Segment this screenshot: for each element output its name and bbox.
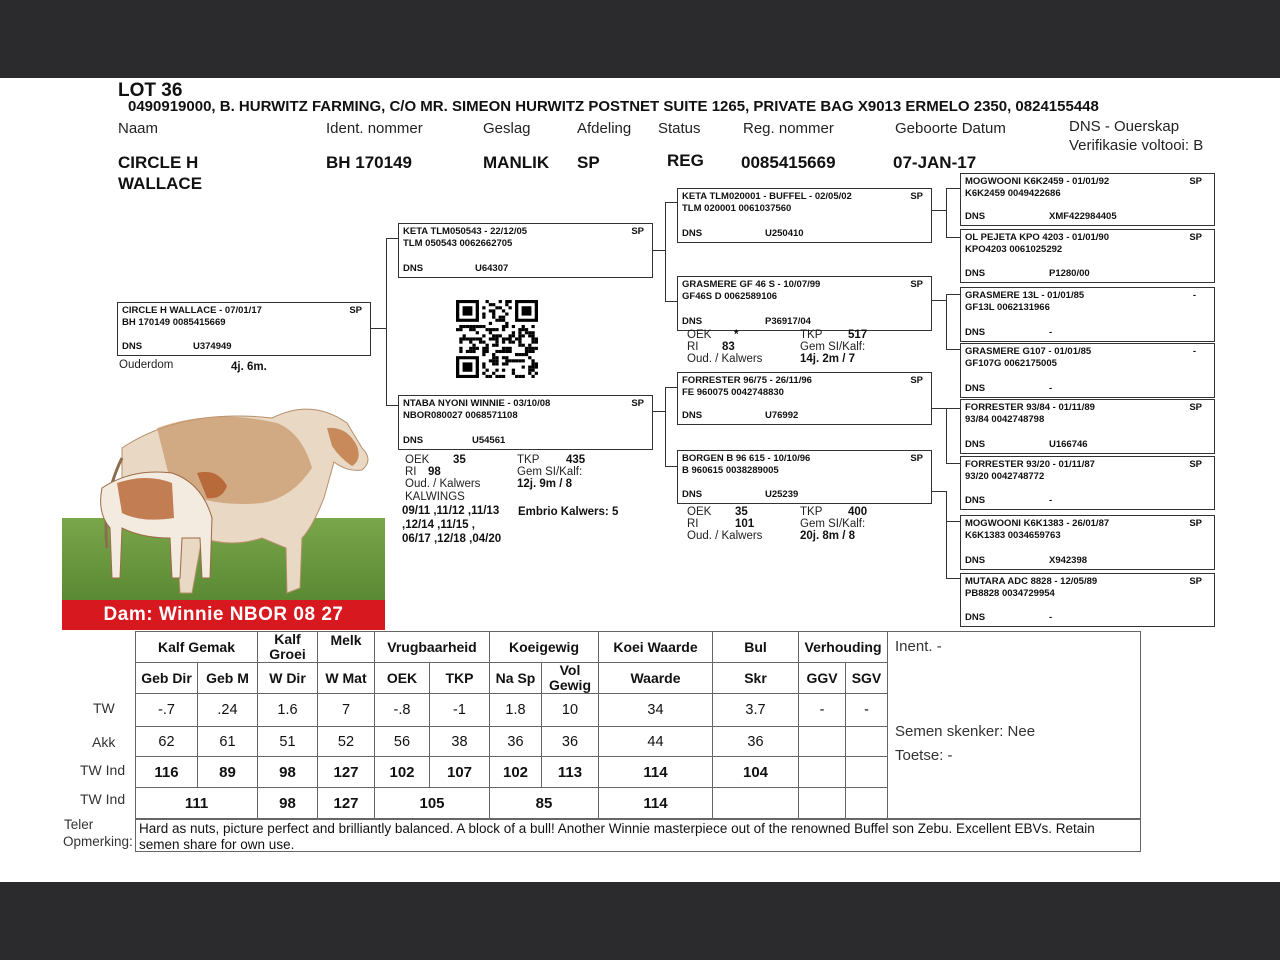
- twind-cell: 116: [136, 757, 198, 788]
- group-melk: Melk: [318, 632, 375, 663]
- pedigree-gen3-6: FORRESTER 93/20 - 01/11/87 SP 93/20 0042748772 DNS -: [960, 456, 1215, 510]
- twind-cell: 107: [430, 757, 490, 788]
- sub-waarde: Waarde: [599, 663, 713, 694]
- dam-tkp-label: TKP: [517, 454, 540, 466]
- sub-geb-m: Geb M: [198, 663, 258, 694]
- dam-tkp-value: 435: [566, 454, 586, 466]
- tw-cell: 1.6: [258, 694, 318, 727]
- tw-cell: -.8: [375, 694, 430, 727]
- twind-cell: 113: [542, 757, 599, 788]
- sub-vol-gewig: Vol Gewig: [542, 663, 599, 694]
- sub-w-dir: W Dir: [258, 663, 318, 694]
- dam-ri-value: 98: [428, 466, 441, 478]
- tw-cell: 1.8: [490, 694, 542, 727]
- tw-cell: 10: [542, 694, 599, 727]
- owner-line: 0490919000, B. HURWITZ FARMING, C/O MR. SIMEON HURWITZ POSTNET SUITE 1265, PRIVATE BAG X9013 ERMELO 2350, 0824155448: [128, 98, 1099, 115]
- kalwings-line-1: 09/11 ,11/12 ,11/13: [402, 505, 500, 517]
- animal-geslag: MANLIK: [483, 153, 550, 172]
- twind-cell: 127: [318, 757, 375, 788]
- animal-afdeling: SP: [577, 153, 600, 172]
- sub-w-mat: W Mat: [318, 663, 375, 694]
- animal-dob: 07-JAN-17: [893, 153, 977, 172]
- dd-tkp-value: 400: [848, 506, 868, 518]
- ouderdom-value: 4j. 6m.: [231, 361, 267, 373]
- lot-sheet: [0, 78, 1280, 882]
- pedigree-gen3-2: OL PEJETA KPO 4203 - 01/01/90 SP KPO4203 0061025292 DNS P1280/00: [960, 229, 1215, 283]
- sub-sgv: SGV: [846, 663, 888, 694]
- sub-tkp: TKP: [430, 663, 490, 694]
- dam-oek-label: OEK: [405, 454, 430, 466]
- animal-reg: 0085415669: [741, 153, 836, 172]
- akk-cell: 36: [542, 727, 599, 757]
- animal-name-1: CIRCLE H: [118, 153, 199, 172]
- pedigree-gen3-7: MOGWOONI K6K1383 - 26/01/87 SP K6K1383 0034659763 DNS X942398: [960, 515, 1215, 570]
- dd-oud-label: Oud. / Kalwers: [687, 530, 763, 542]
- dam-gem-label: Gem SI/Kalf:: [517, 466, 583, 478]
- twind-cell: 114: [599, 757, 713, 788]
- kalwings-label: KALWINGS: [405, 491, 465, 503]
- sd-ri-value: 83: [722, 341, 735, 353]
- animal-name-2: WALLACE: [118, 174, 203, 193]
- remarks-label-1: Teler: [64, 817, 94, 832]
- breeder-remarks: Hard as nuts, picture perfect and brilliantly balanced. A block of a bull! Another Winnie masterpiece out of the renowned Buffel son Zebu. Excellent EBVs. Retain semen share for own use.: [135, 819, 1141, 852]
- group-kalf-gemak: Kalf Gemak: [136, 632, 258, 663]
- remarks-label-2: Opmerking:: [63, 834, 133, 849]
- sd-ri-label: RI: [687, 341, 699, 353]
- sub-oek: OEK: [375, 663, 430, 694]
- akk-cell: 44: [599, 727, 713, 757]
- header-geboorte: Geboorte Datum: [895, 120, 1006, 137]
- twind2-cell: 98: [258, 788, 318, 819]
- twind-cell: 89: [198, 757, 258, 788]
- twind-cell: 102: [490, 757, 542, 788]
- twind2-cell: 111: [136, 788, 258, 819]
- header-status: Status: [658, 120, 701, 137]
- sd-oud-value: 14j. 2m / 7: [800, 353, 855, 365]
- row-label-akk: Akk: [92, 734, 116, 750]
- akk-cell: 38: [430, 727, 490, 757]
- animal-status: REG: [667, 151, 704, 170]
- sub-skr: Skr: [713, 663, 799, 694]
- twind2-cell: 105: [375, 788, 490, 819]
- twind-cell: 102: [375, 757, 430, 788]
- twind2-cell: 85: [490, 788, 599, 819]
- group-vrugbaarheid: Vrugbaarheid: [375, 632, 490, 663]
- group-koei-waarde: Koei Waarde: [599, 632, 713, 663]
- dam-oud-label: Oud. / Kalwers: [405, 478, 481, 490]
- embrio-kalwers: Embrio Kalwers: 5: [518, 506, 619, 518]
- pedigree-self: CIRCLE H WALLACE - 07/01/17 SP BH 170149 0085415669 DNS U374949: [117, 302, 371, 356]
- header-afdeling: Afdeling: [577, 120, 632, 137]
- header-verifikasie: Verifikasie voltooi: B: [1069, 137, 1204, 154]
- group-verhouding: Verhouding: [799, 632, 888, 663]
- dam-oek-value: 35: [453, 454, 466, 466]
- tw-cell: .24: [198, 694, 258, 727]
- kalwings-line-3: 06/17 ,12/18 ,04/20: [402, 533, 502, 545]
- kalwings-line-2: ,12/14 ,11/15 ,: [402, 519, 475, 531]
- dam-oud-value: 12j. 9m / 8: [517, 478, 572, 490]
- akk-cell: 36: [713, 727, 799, 757]
- sd-oek-value: *: [734, 329, 739, 341]
- dd-oud-value: 20j. 8m / 8: [800, 530, 855, 542]
- tw-cell: -.7: [136, 694, 198, 727]
- dam-photo: [62, 388, 385, 630]
- group-koeigewig: Koeigewig: [490, 632, 599, 663]
- inent-text: Inent. -: [895, 638, 942, 655]
- dam-name-banner: Dam: Winnie NBOR 08 27: [62, 600, 385, 630]
- sub-ggv: GGV: [799, 663, 846, 694]
- akk-cell: 52: [318, 727, 375, 757]
- tw-cell: 3.7: [713, 694, 799, 727]
- sd-gem-label: Gem SI/Kalf:: [800, 341, 866, 353]
- tw-cell: 34: [599, 694, 713, 727]
- dd-tkp-label: TKP: [800, 506, 823, 518]
- pedigree-sire: KETA TLM050543 - 22/12/05 SP TLM 050543 0062662705 DNS U64307: [398, 223, 653, 278]
- sd-oud-label: Oud. / Kalwers: [687, 353, 763, 365]
- row-label-twind: TW Ind: [80, 762, 126, 778]
- pedigree-gen3-8: MUTARA ADC 8828 - 12/05/89 SP PB8828 0034729954 DNS -: [960, 573, 1215, 627]
- tw-cell: -: [799, 694, 846, 727]
- twind-cell: 104: [713, 757, 799, 788]
- pedigree-gen3-1: MOGWOONI K6K2459 - 01/01/92 SP K6K2459 0049422686 DNS XMF422984405: [960, 173, 1215, 226]
- group-kalf-groei: Kalf Groei: [258, 632, 318, 663]
- pedigree-dam-sire: FORRESTER 96/75 - 26/11/96 SP FE 960075 0042748830 DNS U76992: [677, 372, 932, 425]
- header-ident: Ident. nommer: [326, 120, 423, 137]
- twind-cell: 98: [258, 757, 318, 788]
- ebv-table: [135, 631, 888, 819]
- akk-cell: 51: [258, 727, 318, 757]
- header-naam: Naam: [118, 120, 159, 137]
- sd-tkp-value: 517: [848, 329, 868, 341]
- pedigree-gen3-5: FORRESTER 93/84 - 01/11/89 SP 93/84 0042748798 DNS U166746: [960, 399, 1215, 454]
- group-bul: Bul: [713, 632, 799, 663]
- pedigree-dam: NTABA NYONI WINNIE - 03/10/08 SP NBOR080027 0068571108 DNS U54561: [398, 395, 653, 450]
- pedigree-sire-sire: KETA TLM020001 - BUFFEL - 02/05/02 SP TLM 020001 0061037560 DNS U250410: [677, 188, 932, 243]
- animal-ident: BH 170149: [326, 153, 413, 172]
- sd-tkp-label: TKP: [800, 329, 823, 341]
- pedigree-sire-dam: GRASMERE GF 46 S - 10/07/99 SP GF46S D 0062589106 DNS P36917/04: [677, 276, 932, 331]
- akk-cell: 61: [198, 727, 258, 757]
- header-dns: DNS - Ouerskap: [1069, 118, 1180, 135]
- dd-ri-value: 101: [735, 518, 755, 530]
- sub-geb-dir: Geb Dir: [136, 663, 198, 694]
- tw-cell: -1: [430, 694, 490, 727]
- pedigree-gen3-4: GRASMERE G107 - 01/01/85 - GF107G 0062175005 DNS -: [960, 343, 1215, 398]
- akk-cell: 36: [490, 727, 542, 757]
- pedigree-gen3-3: GRASMERE 13L - 01/01/85 - GF13L 0062131966 DNS -: [960, 287, 1215, 342]
- semen-donor-text: Semen skenker: Nee: [895, 723, 1036, 740]
- dd-ri-label: RI: [687, 518, 699, 530]
- ouderdom-label: Ouderdom: [119, 359, 174, 371]
- lot-number: LOT 36: [118, 80, 183, 101]
- row-label-tw: TW: [93, 700, 115, 716]
- akk-cell: 62: [136, 727, 198, 757]
- tw-cell: -: [846, 694, 888, 727]
- dam-ri-label: RI: [405, 466, 417, 478]
- qr-code: [456, 300, 538, 378]
- header-geslag: Geslag: [483, 120, 531, 137]
- twind2-cell: 127: [318, 788, 375, 819]
- sub-na-sp: Na Sp: [490, 663, 542, 694]
- akk-cell: 56: [375, 727, 430, 757]
- side-info-panel: [887, 631, 1141, 819]
- dd-gem-label: Gem SI/Kalf:: [800, 518, 866, 530]
- dd-oek-value: 35: [735, 506, 748, 518]
- dd-oek-label: OEK: [687, 506, 712, 518]
- header-reg: Reg. nommer: [743, 120, 834, 137]
- pedigree-dam-dam: BORGEN B 96 615 - 10/10/96 SP B 960615 0038289005 DNS U25239: [677, 450, 932, 504]
- row-label-twind-2: TW Ind: [80, 791, 126, 807]
- sd-oek-label: OEK: [687, 329, 712, 341]
- toetse-text: Toetse: -: [895, 747, 953, 764]
- twind2-cell: 114: [599, 788, 713, 819]
- tw-cell: 7: [318, 694, 375, 727]
